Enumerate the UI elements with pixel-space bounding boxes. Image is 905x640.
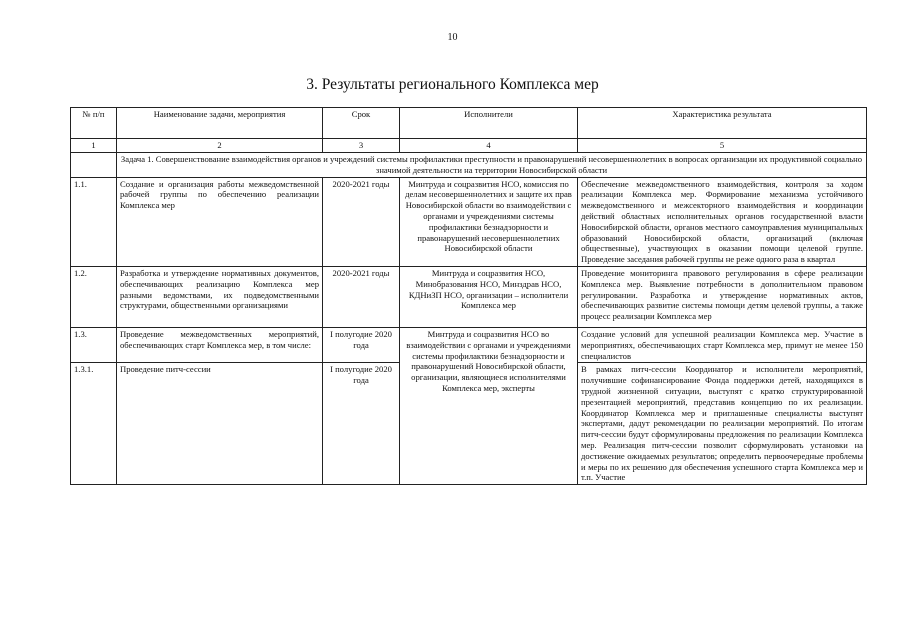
- row-number: 1.2.: [71, 266, 117, 327]
- task-empty-cell: [71, 153, 117, 178]
- header-result: Характеристика результата: [578, 108, 867, 139]
- row-executors: Минтруда и соцразвития НСО во взаимодействии с органами и учреждениями системы профилактики безнадзорности и правонарушений Новосибирской области, организации, являющиеся исполнителями Комплекса мер, эксперты: [400, 327, 578, 484]
- header-name: Наименование задачи, мероприятия: [117, 108, 323, 139]
- row-result: Обеспечение межведомственного взаимодействия, контроля за ходом реализации Комплекса мер. Формирование механизма устойчивого межведомственного и межсекторного взаимодействия и координации действий областных исполнительных органов государственной власти Новосибирской области, органов местного самоуправления муниципальных образований Новосибирской области, организаций (включая общественные), участвующих в оказании помощи целевой группе. Проведение заседания рабочей группы не реже одного раза в квартал: [578, 177, 867, 266]
- header-term: Срок: [323, 108, 400, 139]
- header-num: № п/п: [71, 108, 117, 139]
- header-row: [71, 108, 867, 139]
- task-row: [71, 153, 867, 178]
- row-term: 2020-2021 годы: [323, 177, 400, 266]
- row-name: Проведение межведомственных мероприятий, обеспечивающих старт Комплекса мер, в том числе:: [117, 327, 323, 362]
- header-executors: Исполнители: [400, 108, 578, 139]
- results-table: [70, 107, 867, 485]
- row-term: 2020-2021 годы: [323, 266, 400, 327]
- row-name: Проведение питч-сессии: [117, 363, 323, 485]
- column-number-row: [71, 139, 867, 153]
- row-number: 1.1.: [71, 177, 117, 266]
- table-row: [71, 177, 867, 266]
- task-title: Задача 1. Совершенствование взаимодействия органов и учреждений системы профилактики преступности и правонарушений несовершеннолетних в вопросах организации их продуктивной социально значимой деятельности на территории Новосибирской области: [117, 153, 867, 178]
- row-number: 1.3.: [71, 327, 117, 362]
- column-number: 1: [71, 139, 117, 153]
- column-number: 5: [578, 139, 867, 153]
- row-result: Создание условий для успешной реализации Комплекса мер. Участие в мероприятиях, обеспечивающих старт Комплекса мер, примут не менее 150 специалистов: [578, 327, 867, 362]
- column-number: 4: [400, 139, 578, 153]
- table-row: [71, 327, 867, 362]
- column-number: 2: [117, 139, 323, 153]
- page-number: 10: [447, 32, 458, 43]
- row-term: I полугодие 2020 года: [323, 363, 400, 485]
- row-name: Создание и организация работы межведомственной рабочей группы по обеспечению реализации Комплекса мер: [117, 177, 323, 266]
- row-name: Разработка и утверждение нормативных документов, обеспечивающих реализацию Комплекса мер разными ведомствами, их подведомственными структурами, общественными организациями: [117, 266, 323, 327]
- row-number: 1.3.1.: [71, 363, 117, 485]
- table-row: [71, 266, 867, 327]
- row-result: Проведение мониторинга правового регулирования в сфере реализации Комплекса мер. Выявление потребности в дополнительном правовом регулировании. Разработка и утверждение нормативных актов, обеспечивающих развитие системы помощи детям целевой группы, а также процесс реализации Комплекса мер: [578, 266, 867, 327]
- row-term: I полугодие 2020 года: [323, 327, 400, 362]
- row-executors: Минтруда и соцразвития НСО, Минобразования НСО, Минздрав НСО, КДНиЗП НСО, организации – исполнители Комплекса мер: [400, 266, 578, 327]
- row-executors: Минтруда и соцразвития НСО, комиссия по делам несовершеннолетних и защите их прав Новосибирской области во взаимодействии с органами и учреждениями системы профилактики безнадзорности и правонарушений несовершеннолетних Новосибирской области: [400, 177, 578, 266]
- column-number: 3: [323, 139, 400, 153]
- row-result: В рамках питч-сессии Координатор и исполнители мероприятий, получившие софинансирование Фонда поддержки детей, находящихся в трудной жизненной ситуации, выступят с кратко структурированной презентацией мероприятий, представив концепцию по их реализации. Координатор Комплекса мер и приглашенные специалисты выступят экспертами, дадут рекомендации по реализации мероприятий. По итогам питч-сессии будут сформулированы предложения по реализации Комплекса мер. Реализация питч-сессии позволит сформулировать установки на достижение ожидаемых результатов; определить первоочередные проблемы и меры по их решению для обеспечения успешного старта Комплекса мер и т.п. Участие: [578, 363, 867, 485]
- document-title: 3. Результаты регионального Комплекса мер: [306, 76, 599, 93]
